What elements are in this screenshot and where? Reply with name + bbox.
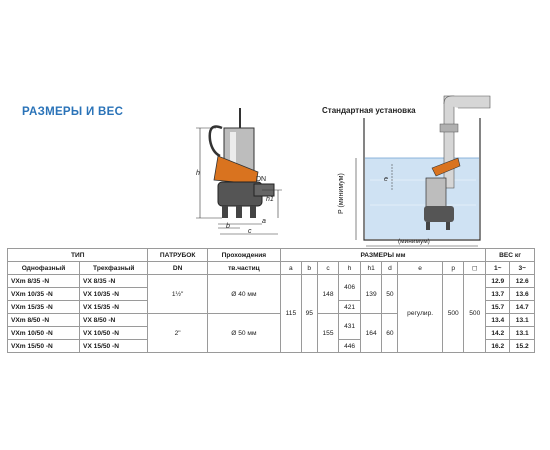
cell-c-group2: 155 [317,314,339,353]
cell-weight-1ph: 13.7 [486,288,510,301]
discharge-pipe [444,96,454,188]
cell-b: 95 [301,275,317,353]
cell-a: 115 [280,275,301,353]
header-particles: тв.частиц [207,262,280,275]
cell-h-row4: 431 [339,314,361,340]
label-dn: DN [256,176,267,183]
label-a: a [262,218,266,225]
model-three-phase: VX 8/35 -N [80,275,148,288]
model-three-phase: VX 10/50 -N [80,327,148,340]
installed-pump-foot [446,222,450,230]
cell-weight-1ph: 14.2 [486,327,510,340]
cell-h-row5: 446 [339,340,361,353]
cell-weight-3ph: 14.7 [510,301,535,314]
pipe-valve [440,124,458,132]
cell-c-group1: 148 [317,275,339,314]
model-single-phase: VXm 15/35 -N [8,301,80,314]
cell-weight-1ph: 15.7 [486,301,510,314]
cell-e: регулир. [398,275,443,353]
cell-weight-1ph: 16.2 [486,340,510,353]
header-col-a: a [280,262,301,275]
cell-weight-3ph: 15.2 [510,340,535,353]
header-col-e: e [398,262,443,275]
installation-title: Стандартная установка [322,106,416,115]
installed-pump-volute [424,206,454,222]
dimensions-weight-table [7,248,535,353]
cell-h1-group2: 164 [360,314,382,353]
table-row [8,275,535,288]
label-c: c [248,228,252,235]
cell-d-group1: 50 [382,275,398,314]
cell-weight-1ph: 13.4 [486,314,510,327]
model-three-phase: VX 15/50 -N [80,340,148,353]
header-dimensions: РАЗМЕРЫ мм [280,249,485,262]
cell-dn-group2: 2" [148,314,207,353]
header-weight-3ph: 3~ [510,262,535,275]
cell-d-group2: 60 [382,314,398,353]
cell-h-row0: 406 [339,275,361,301]
cell-weight-1ph: 12.9 [486,275,510,288]
cell-weight-3ph: 13.1 [510,314,535,327]
model-three-phase: VX 10/35 -N [80,288,148,301]
header-passage: Прохождения [207,249,280,262]
model-single-phase: VXm 10/50 -N [8,327,80,340]
header-dn: DN [148,262,207,275]
table-header-row-2 [8,262,535,275]
label-a-min: (минимум) [398,238,430,245]
cell-weight-3ph: 12.6 [510,275,535,288]
header-weight: ВЕС кг [486,249,535,262]
model-three-phase: VX 8/50 -N [80,314,148,327]
model-single-phase: VXm 8/35 -N [8,275,80,288]
header-weight-1ph: 1~ [486,262,510,275]
header-col-b: b [301,262,317,275]
table-header-row-1 [8,249,535,262]
cell-h-row2: 421 [339,301,361,314]
installed-pump-foot [426,222,430,230]
label-h: h [196,170,200,177]
model-single-phase: VXm 8/50 -N [8,314,80,327]
header-col-h1: h1 [360,262,382,275]
header-col-c: c [317,262,339,275]
header-outlet: ПАТРУБОК [148,249,207,262]
cell-particles-group1: Ø 40 мм [207,275,280,314]
header-col-d: d [382,262,398,275]
cell-square: 500 [464,275,486,353]
model-single-phase: VXm 10/35 -N [8,288,80,301]
basin-water [365,158,479,239]
header-type: ТИП [8,249,148,262]
header-col-h: h [339,262,361,275]
cell-weight-3ph: 13.1 [510,327,535,340]
model-three-phase: VX 15/35 -N [80,301,148,314]
header-col-p: p [442,262,464,275]
header-single-phase: Однофазный [8,262,80,275]
installed-pump-body [426,178,446,208]
header-three-phase: Трехфазный [80,262,148,275]
cell-h1-group1: 139 [360,275,382,314]
label-b: b [226,223,230,230]
header-col-square: ◻ [464,262,486,275]
label-h1: h1 [266,196,274,203]
cell-dn-group1: 1½" [148,275,207,314]
label-p-min: P (минимум) [338,173,345,214]
cell-p: 500 [442,275,464,353]
model-single-phase: VXm 15/50 -N [8,340,80,353]
page-heading: РАЗМЕРЫ И ВЕС [22,106,124,118]
cell-weight-3ph: 13.6 [510,288,535,301]
label-e: e [384,176,388,183]
cell-particles-group2: Ø 50 мм [207,314,280,353]
